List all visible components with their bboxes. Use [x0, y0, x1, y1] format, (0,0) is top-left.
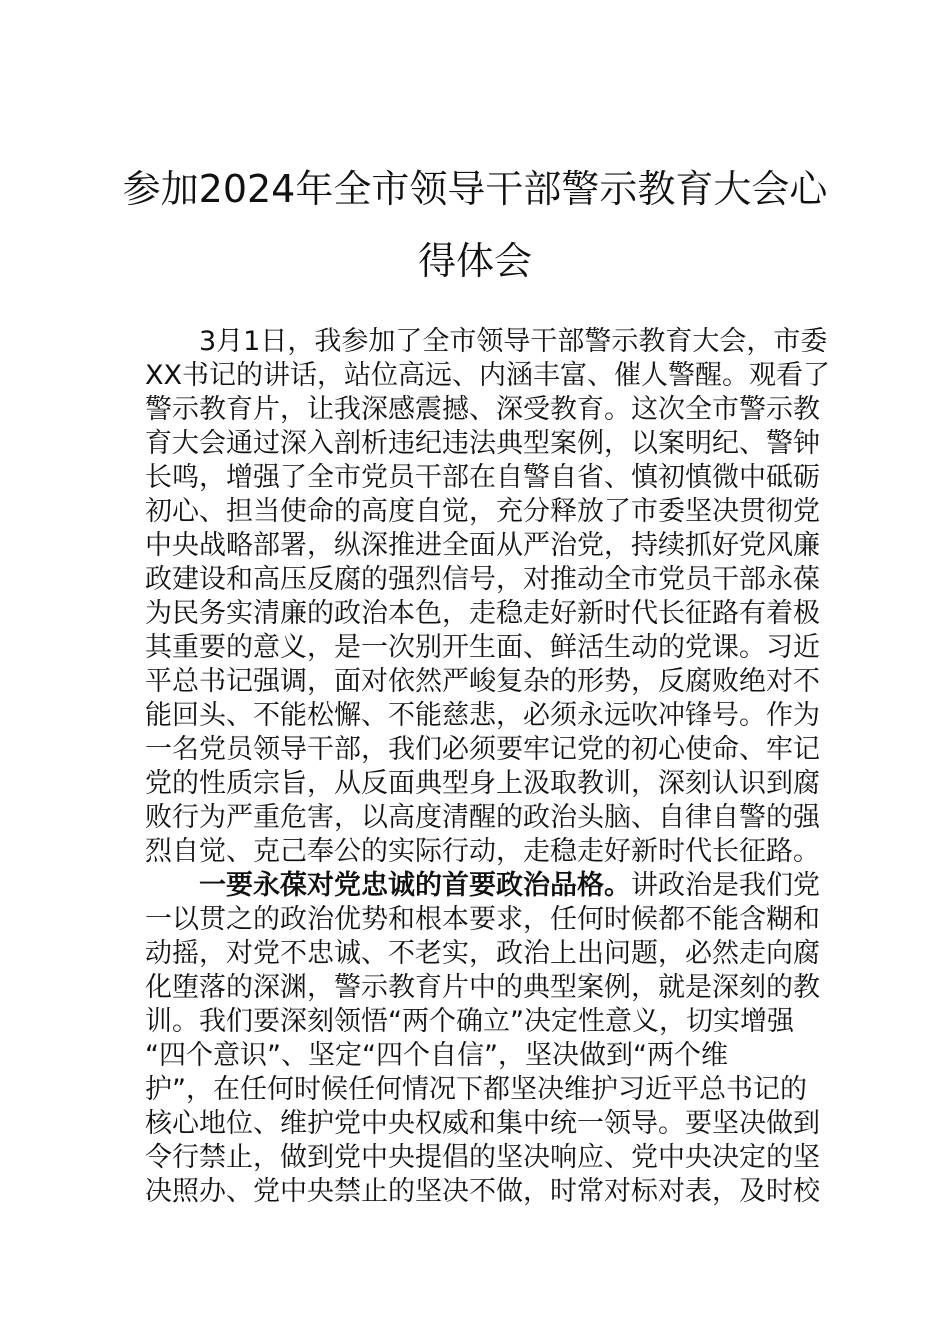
paragraph-line: 一以贯之的政治优势和根本要求，任何时候都不能含糊和	[145, 904, 820, 935]
paragraph-line: 化堕落的深渊，警示教育片中的典型案例，就是深刻的教	[145, 972, 820, 1003]
paragraph-line: 初心、担当使命的高度自觉，充分释放了市委坚决贯彻党	[145, 496, 820, 527]
paragraph-line: 警示教育片，让我深感震撼、深受教育。这次全市警示教	[145, 394, 820, 425]
paragraph-line: 动摇，对党不忠诚、不老实，政治上出问题，必然走向腐	[145, 938, 820, 969]
paragraph-line: 为民务实清廉的政治本色，走稳走好新时代长征路有着极	[145, 598, 820, 629]
document-title-line-1: 参加2024年全市领导干部警示教育大会心	[122, 167, 828, 211]
paragraph-line: 训。我们要深刻领悟“两个确立”决定性意义，切实增强	[145, 1006, 794, 1037]
paragraph-line: 育大会通过深入剖析违纪违法典型案例，以案明纪、警钟	[145, 428, 820, 459]
paragraph-line: XX书记的讲话，站位高远、内涵丰富、催人警醒。观看了	[145, 360, 830, 391]
document-title-line-2: 得体会	[417, 239, 532, 283]
paragraph-line: 政建设和高压反腐的强烈信号，对推动全市党员干部永葆	[145, 564, 820, 595]
paragraph-line: 决照办、党中央禁止的坚决不做，时常对标对表，及时校	[145, 1176, 820, 1207]
paragraph-line: 令行禁止，做到党中央提倡的坚决响应、党中央决定的坚	[145, 1142, 820, 1173]
paragraph-line: 能回头、不能松懈、不能慈悲，必须永远吹冲锋号。作为	[145, 700, 820, 731]
paragraph-line: 其重要的意义，是一次别开生面、鲜活生动的党课。习近	[145, 632, 820, 663]
paragraph-line: 平总书记强调，面对依然严峻复杂的形势，反腐败绝对不	[145, 666, 820, 697]
paragraph-line: 长鸣，增强了全市党员干部在自警自省、慎初慎微中砥砺	[145, 462, 820, 493]
paragraph-line: 护”，在任何时候任何情况下都坚决维护习近平总书记的	[145, 1074, 807, 1105]
paragraph-line: 核心地位、维护党中央权威和集中统一领导。要坚决做到	[145, 1108, 820, 1139]
paragraph-line: 一名党员领导干部，我们必须要牢记党的初心使命、牢记	[145, 734, 820, 765]
paragraph-line: 3月1日，我参加了全市领导干部警示教育大会，市委	[199, 326, 828, 357]
paragraph-line: 中央战略部署，纵深推进全面从严治党，持续抓好党风廉	[145, 530, 820, 561]
paragraph-line: 党的性质宗旨，从反面典型身上汲取教训，深刻认识到腐	[145, 768, 820, 799]
paragraph-line: 烈自觉、克己奉公的实际行动，走稳走好新时代长征路。	[145, 836, 820, 867]
section-heading: 一要永葆对党忠诚的首要政治品格。	[199, 870, 631, 901]
paragraph-line: 败行为严重危害，以高度清醒的政治头脑、自律自警的强	[145, 802, 820, 833]
paragraph-first-line	[199, 872, 820, 899]
paragraph-line-rest: 讲政治是我们党	[631, 870, 820, 901]
paragraph-line: “四个意识”、坚定“四个自信”，坚决做到“两个维	[145, 1040, 728, 1071]
